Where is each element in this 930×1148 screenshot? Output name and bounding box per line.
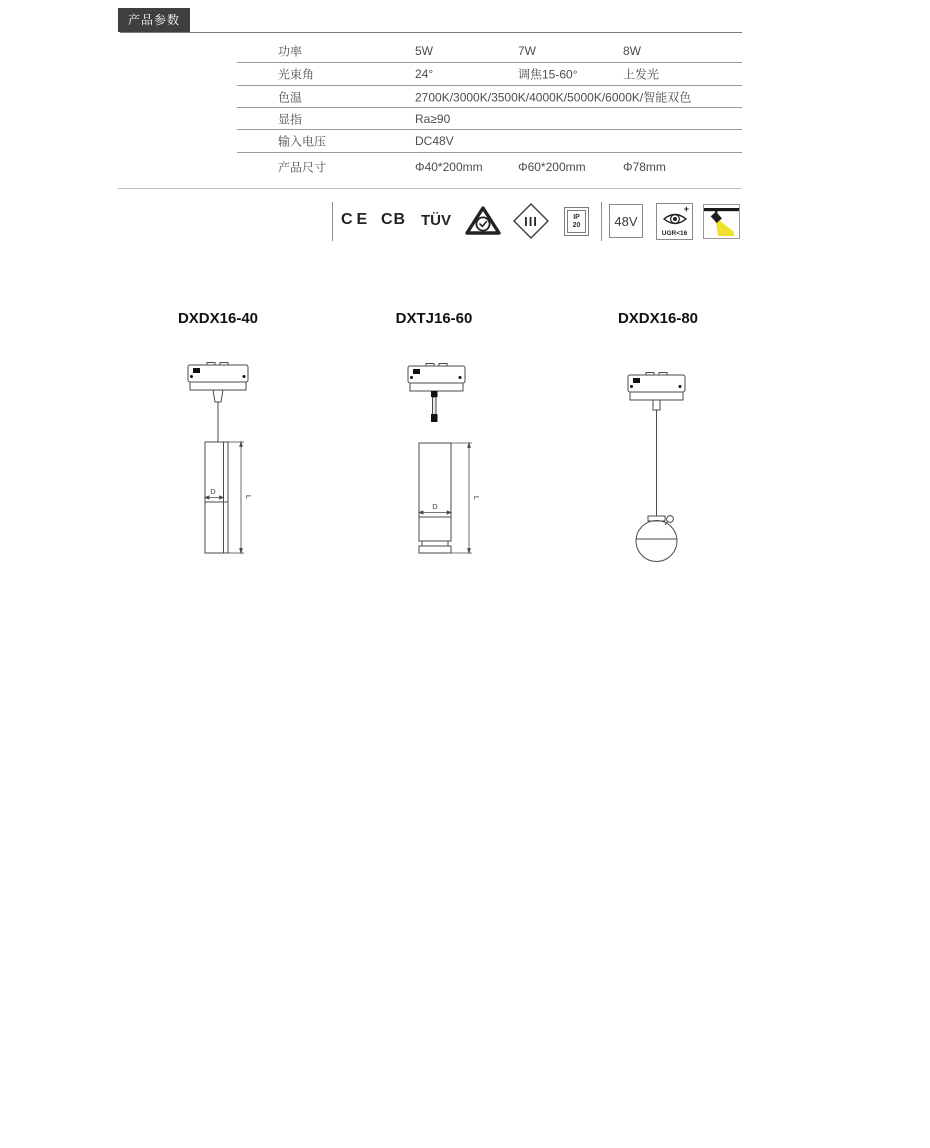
voltage-label: 48V: [614, 213, 638, 229]
model-title: DXTJ16-60: [395, 310, 473, 327]
row-value: Φ60*200mm: [518, 159, 586, 174]
model-title: DXDX16-40: [177, 310, 259, 327]
row-label: 输入电压: [278, 134, 327, 149]
row-value: DC48V: [415, 134, 454, 148]
row-value: Ra≥90: [415, 111, 451, 126]
row-label: 光束角: [278, 67, 315, 82]
model-title: DXDX16-80: [617, 310, 699, 327]
ip-label: IP: [573, 213, 580, 221]
track-light-glyph: [704, 205, 739, 238]
ugr-icon: [656, 203, 693, 240]
table-row: [237, 130, 742, 153]
row-value: Φ78mm: [623, 159, 666, 174]
rcm-triangle-icon: [464, 205, 502, 237]
row-value: 5W: [415, 44, 433, 58]
dimension-d-label: D: [210, 487, 216, 496]
ip-rating: 20: [572, 221, 581, 229]
row-value: 7W: [518, 44, 536, 58]
product-drawing-dxdx16-80: [610, 356, 720, 571]
product-drawing-dxdx16-40: [160, 356, 270, 566]
row-value: 上发光: [623, 67, 660, 82]
track-light-icon: [703, 204, 740, 239]
row-value: 8W: [623, 44, 641, 58]
row-label: 产品尺寸: [278, 160, 327, 174]
row-value: 调焦15-60°: [518, 67, 578, 82]
cb-mark-icon: CB: [381, 211, 407, 228]
row-value: 2700K/3000K/3500K/4000K/5000K/6000K/智能双色: [415, 90, 692, 104]
ip20-icon: [564, 207, 589, 236]
section-divider: [118, 188, 742, 189]
product-drawing-dxtj16-60: [390, 356, 500, 566]
table-row: [237, 63, 742, 86]
ce-mark-icon: CE: [341, 211, 372, 228]
spec-table: [237, 40, 742, 180]
dimension-l-label: L: [472, 495, 481, 501]
top-divider: [120, 32, 742, 33]
row-label: 色温: [278, 90, 303, 104]
row-value: 24°: [415, 67, 434, 81]
table-row: [237, 86, 742, 108]
class-iii-icon: [512, 202, 550, 240]
row-value: Φ40*200mm: [415, 159, 483, 174]
row-label: 显指: [278, 112, 303, 126]
tuv-mark-icon: TÜV: [421, 212, 451, 229]
section-title-badge: 产品参数: [118, 8, 190, 32]
voltage-48v-icon: [609, 204, 643, 238]
dimension-d-label: D: [432, 502, 438, 511]
plus-mark: +: [683, 204, 689, 214]
row-label: 功率: [278, 44, 303, 59]
table-row: [237, 40, 742, 63]
table-row: [237, 153, 742, 180]
vertical-divider: [601, 202, 602, 241]
table-row: [237, 108, 742, 130]
ugr-label: UGR<16: [661, 230, 688, 237]
vertical-divider: [332, 202, 333, 241]
class-iii-label: III: [524, 214, 538, 229]
dimension-l-label: L: [244, 494, 253, 500]
